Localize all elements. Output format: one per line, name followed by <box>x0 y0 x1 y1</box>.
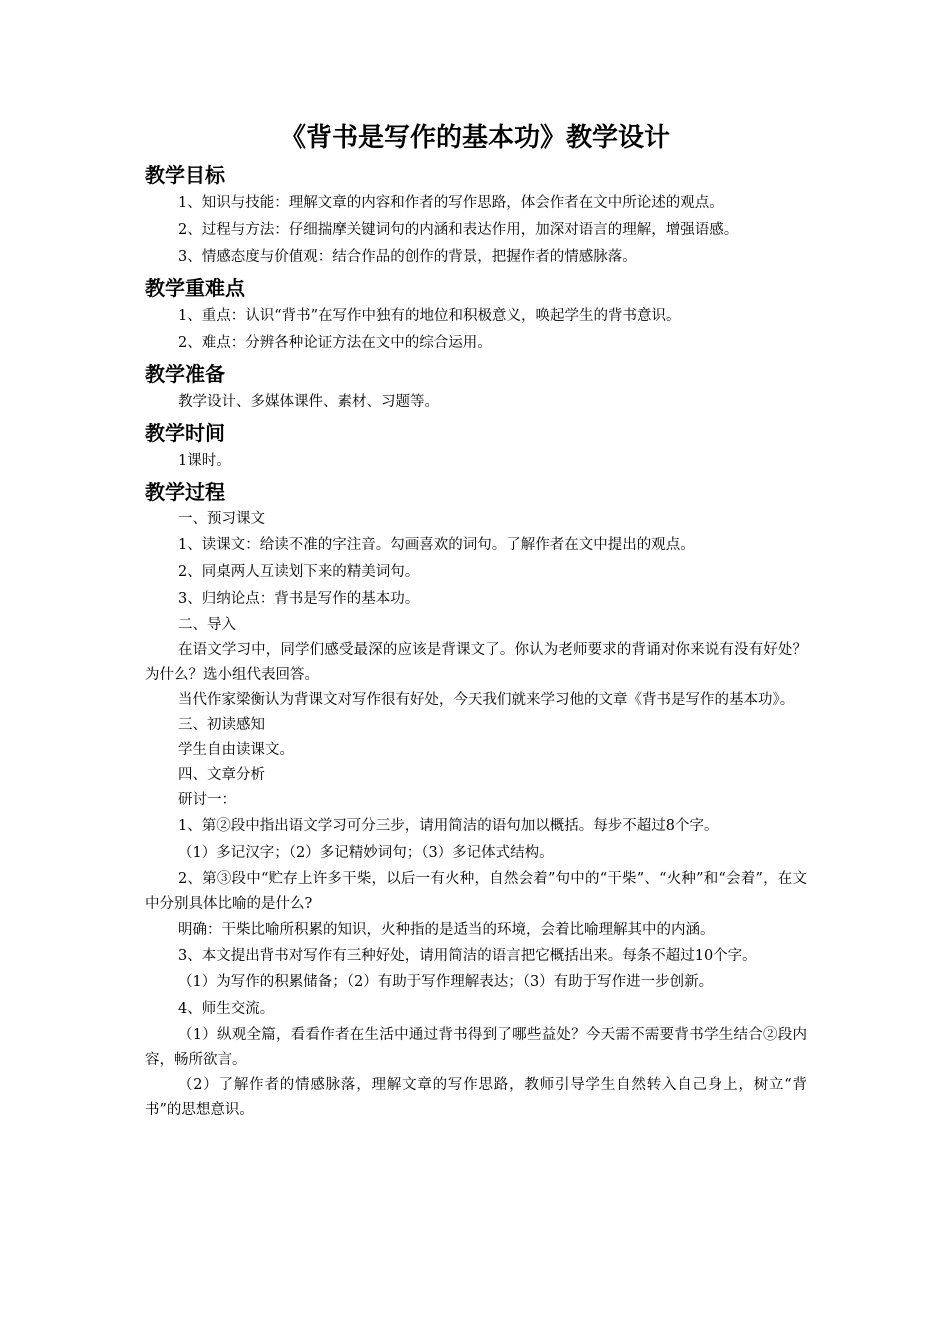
goal-item: 1、知识与技能：理解文章的内容和作者的写作思路，体会作者在文中所论述的观点。 <box>178 195 724 211</box>
process-paragraph: 2、第③段中“贮存上许多干柴，以后一有火种，自然会着”句中的“干柴”、“火种”和“会着”，在文中分别具体比喻的是什么? <box>145 871 807 912</box>
document-body <box>145 158 807 1123</box>
goal-item: 2、过程与方法：仔细揣摩关键词句的内涵和表达作用，加深对语言的理解，增强语感。 <box>178 222 739 238</box>
process-line: 研讨一： <box>178 792 236 808</box>
process-line: 二、导入 <box>178 617 236 633</box>
section-heading-process: 教学过程 <box>145 480 225 504</box>
process-line: （1）为写作的积累储备；（2）有助于写作理解表达；（3）有助于写作进一步创新。 <box>178 974 714 990</box>
process-line: （1）多记汉字；（2）多记精妙词句；（3）多记体式结构。 <box>178 845 554 861</box>
process-paragraph: （2）了解作者的情感脉落，理解文章的写作思路，教师引导学生自然转入自己身上，树立“背书”的思想意识。 <box>145 1077 807 1118</box>
section-heading-time: 教学时间 <box>145 421 225 445</box>
section-heading-goals: 教学目标 <box>145 163 225 187</box>
section-heading-key-points: 教学重难点 <box>145 276 245 300</box>
process-line: 2、同桌两人互读划下来的精美词句。 <box>178 564 420 580</box>
time-text: 1课时。 <box>178 453 231 469</box>
process-line: 1、读课文：给读不准的字注音。勾画喜欢的词句。了解作者在文中提出的观点。 <box>178 537 695 553</box>
process-line: 4、师生交流。 <box>178 1001 275 1017</box>
process-line: 一、预习课文 <box>178 511 265 527</box>
process-line: 四、文章分析 <box>178 767 265 783</box>
process-line: 1、第②段中指出语文学习可分三步，请用简洁的语句加以概括。每步不超过8个字。 <box>178 818 719 834</box>
process-paragraph: 当代作家梁衡认为背课文对写作很有好处，今天我们就来学习他的文章《背书是写作的基本功》。 <box>178 692 795 708</box>
process-line: 学生自由读课文。 <box>178 742 294 758</box>
document-title: 《背书是写作的基本功》教学设计 <box>279 123 670 153</box>
process-paragraph: （1）纵观全篇，看看作者在生活中通过背书得到了哪些益处？今天需不需要背书学生结合②段内容，畅所欲言。 <box>145 1027 807 1068</box>
key-point-item: 2、难点：分辨各种论证方法在文中的综合运用。 <box>178 335 492 351</box>
process-line: 明确：干柴比喻所积累的知识，火种指的是适当的环境，会着比喻理解其中的内涵。 <box>178 922 715 938</box>
preparation-text: 教学设计、多媒体课件、素材、习题等。 <box>178 394 439 410</box>
goal-item: 3、情感态度与价值观：结合作品的创作的背景，把握作者的情感脉落。 <box>178 249 637 265</box>
process-paragraph: 在语文学习中，同学们感受最深的应该是背课文了。你认为老师要求的背诵对你来说有没有好处？为什么？选小组代表回答。 <box>145 642 807 683</box>
process-paragraph: 3、本文提出背书对写作有三种好处，请用简洁的语言把它概括出来。每条不超过10个字。 <box>178 948 757 964</box>
key-point-item: 1、重点：认识“背书”在写作中独有的地位和积极意义，唤起学生的背书意识。 <box>178 308 681 324</box>
process-line: 3、归纳论点：背书是写作的基本功。 <box>178 591 420 607</box>
process-line: 三、初读感知 <box>178 717 265 733</box>
section-heading-preparation: 教学准备 <box>145 362 225 386</box>
